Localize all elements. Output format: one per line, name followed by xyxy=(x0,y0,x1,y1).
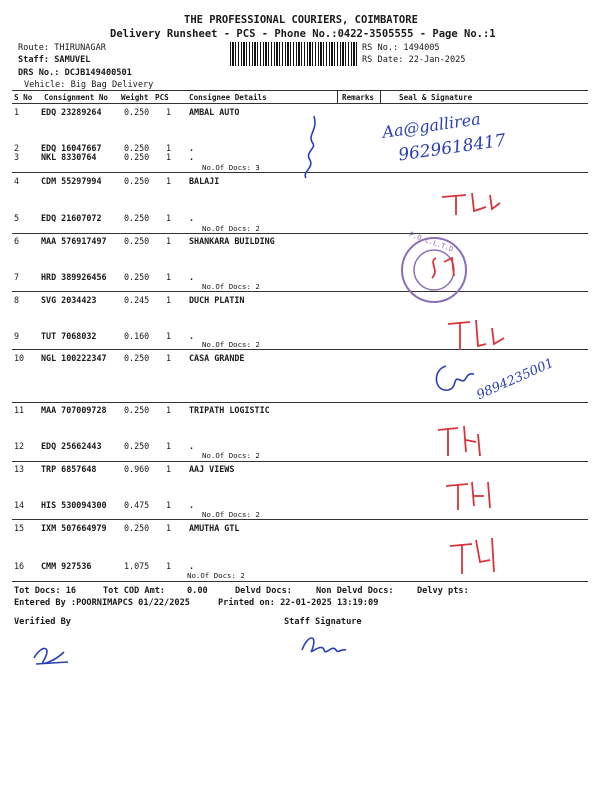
row-weight: 0.250 xyxy=(124,272,150,282)
row-consignee: AMUTHA GTL xyxy=(189,523,240,533)
route-label: Route: THIRUNAGAR xyxy=(18,43,106,53)
table-header-rule xyxy=(12,103,588,104)
staff-signature xyxy=(298,630,348,658)
rs-date: RS Date: 22-Jan-2025 xyxy=(362,55,466,65)
row-consignment-no: IXM 507664979 xyxy=(41,523,107,533)
row-pcs: 1 xyxy=(166,441,172,451)
group-rule xyxy=(12,233,588,234)
row-weight: 0.250 xyxy=(124,176,150,186)
col-seal: Seal & Signature xyxy=(399,93,473,102)
blue-signature xyxy=(430,358,480,402)
row-weight: 0.250 xyxy=(124,236,150,246)
staff-signature-label: Staff Signature xyxy=(284,617,362,627)
handwritten-phone: 9894235001 xyxy=(474,355,557,404)
row-consignee: BALAJI xyxy=(189,176,220,186)
table-top-rule xyxy=(12,90,588,91)
row-sno: 5 xyxy=(14,213,20,223)
col-consignment: Consignment No xyxy=(44,93,109,102)
col-pcs: PCS xyxy=(155,93,169,102)
docs-note: No.Of Docs: 2 xyxy=(202,340,260,349)
row-pcs: 1 xyxy=(166,272,172,282)
row-consignee: . xyxy=(189,143,195,153)
col-remarks: Remarks xyxy=(342,93,375,102)
row-sno: 14 xyxy=(14,500,25,510)
verified-by-label: Verified By xyxy=(14,617,71,627)
printed-on: Printed on: 22-01-2025 13:19:09 xyxy=(218,598,379,608)
row-consignment-no: CMM 927536 xyxy=(41,561,92,571)
row-sno: 2 xyxy=(14,143,20,153)
row-consignee: AMBAL AUTO xyxy=(189,107,240,117)
row-weight: 0.250 xyxy=(124,213,150,223)
docs-note: No.Of Docs: 2 xyxy=(202,224,260,233)
red-signature xyxy=(448,534,512,578)
row-weight: 0.250 xyxy=(124,107,150,117)
col-weight: Weight xyxy=(121,93,149,102)
row-consignee: . xyxy=(189,561,195,571)
row-consignment-no: NGL 100222347 xyxy=(41,353,107,363)
row-pcs: 1 xyxy=(166,213,172,223)
row-consignment-no: HIS 530094300 xyxy=(41,500,107,510)
row-pcs: 1 xyxy=(166,464,172,474)
row-consignee: CASA GRANDE xyxy=(189,353,245,363)
row-consignee: . xyxy=(189,152,195,162)
row-sno: 4 xyxy=(14,176,20,186)
handwritten-signature: Aa@gallirea xyxy=(381,109,482,142)
row-consignee: . xyxy=(189,500,195,510)
group-rule xyxy=(12,291,588,292)
row-sno: 9 xyxy=(14,331,20,341)
row-pcs: 1 xyxy=(166,295,172,305)
row-consignment-no: EDQ 16047667 xyxy=(41,143,102,153)
curly-signature xyxy=(296,112,336,182)
row-weight: 0.160 xyxy=(124,331,150,341)
delivered-docs: Delvd Docs: xyxy=(235,586,292,596)
row-weight: 0.250 xyxy=(124,405,150,415)
red-signature xyxy=(444,476,508,516)
row-weight: 0.250 xyxy=(124,353,150,363)
row-sno: 11 xyxy=(14,405,25,415)
stamp-text: P.O.C.L.T.D xyxy=(408,230,455,254)
row-sno: 10 xyxy=(14,353,25,363)
group-rule xyxy=(12,519,588,520)
col-sno: S No xyxy=(14,93,33,102)
row-weight: 0.250 xyxy=(124,441,150,451)
col-consignee: Consignee Details xyxy=(189,93,267,102)
row-pcs: 1 xyxy=(166,561,172,571)
row-sno: 6 xyxy=(14,236,20,246)
staff-label: Staff: SAMUVEL xyxy=(18,55,91,65)
vehicle-label: Vehicle: Big Bag Delivery xyxy=(24,80,154,90)
docs-note: No.Of Docs: 2 xyxy=(202,510,260,519)
row-pcs: 1 xyxy=(166,523,172,533)
total-docs: Tot Docs: 16 xyxy=(14,586,77,596)
row-pcs: 1 xyxy=(166,152,172,162)
delivery-points: Delvy pts: xyxy=(417,586,469,596)
row-consignment-no: EDQ 21607072 xyxy=(41,213,102,223)
red-signature xyxy=(440,185,510,219)
row-weight: 0.250 xyxy=(124,523,150,533)
runsheet-subtitle: Delivery Runsheet - PCS - Phone No.:0422-3505555 - Page No.:1 xyxy=(110,28,496,40)
row-sno: 16 xyxy=(14,561,25,571)
row-consignment-no: HRD 389926456 xyxy=(41,272,107,282)
row-consignee: AAJ VIEWS xyxy=(189,464,235,474)
docs-note: No.Of Docs: 2 xyxy=(202,451,260,460)
row-sno: 12 xyxy=(14,441,25,451)
docs-note: No.Of Docs: 2 xyxy=(202,282,260,291)
row-consignment-no: CDM 55297994 xyxy=(41,176,102,186)
barcode xyxy=(230,42,358,66)
row-consignee: SHANKARA BUILDING xyxy=(189,236,275,246)
row-consignee: . xyxy=(189,331,195,341)
row-consignee: . xyxy=(189,441,195,451)
row-consignment-no: MAA 707009728 xyxy=(41,405,107,415)
row-weight: 1.075 xyxy=(124,561,150,571)
docs-note: No.Of Docs: 2 xyxy=(187,571,245,580)
row-weight: 0.960 xyxy=(124,464,150,474)
row-pcs: 1 xyxy=(166,500,172,510)
row-weight: 0.475 xyxy=(124,500,150,510)
row-sno: 7 xyxy=(14,272,20,282)
row-consignment-no: MAA 576917497 xyxy=(41,236,107,246)
row-consignment-no: TRP 6857648 xyxy=(41,464,97,474)
row-consignee: TRIPATH LOGISTIC xyxy=(189,405,270,415)
row-consignment-no: TUT 7068032 xyxy=(41,331,97,341)
row-pcs: 1 xyxy=(166,405,172,415)
table-bottom-rule xyxy=(12,581,588,582)
non-delivered-docs: Non Delvd Docs: xyxy=(316,586,394,596)
row-consignee: DUCH PLATIN xyxy=(189,295,245,305)
row-sno: 3 xyxy=(14,152,20,162)
row-consignment-no: EDQ 23289264 xyxy=(41,107,102,117)
row-consignment-no: SVG 2034423 xyxy=(41,295,97,305)
verifier-signature xyxy=(30,640,74,670)
row-pcs: 1 xyxy=(166,176,172,186)
company-title: THE PROFESSIONAL COURIERS, COIMBATORE xyxy=(184,14,418,26)
row-sno: 1 xyxy=(14,107,20,117)
row-pcs: 1 xyxy=(166,143,172,153)
handwritten-phone: 9629618417 xyxy=(397,130,508,166)
row-sno: 8 xyxy=(14,295,20,305)
group-rule xyxy=(12,402,588,403)
drs-number: DRS No.: DCJB149400501 xyxy=(18,68,132,78)
row-consignee: . xyxy=(189,213,195,223)
remarks-divider xyxy=(337,90,338,103)
row-sno: 13 xyxy=(14,464,25,474)
row-weight: 0.250 xyxy=(124,152,150,162)
red-signature xyxy=(436,422,500,462)
row-pcs: 1 xyxy=(166,331,172,341)
row-weight: 0.245 xyxy=(124,295,150,305)
group-rule xyxy=(12,461,588,462)
row-pcs: 1 xyxy=(166,236,172,246)
seal-divider xyxy=(380,90,381,103)
total-cod-label: Tot COD Amt: xyxy=(103,586,166,596)
row-consignment-no: NKL 8330764 xyxy=(41,152,97,162)
row-consignee: . xyxy=(189,272,195,282)
row-consignment-no: EDQ 25662443 xyxy=(41,441,102,451)
red-signature xyxy=(446,316,516,356)
docs-note: No.Of Docs: 3 xyxy=(202,163,260,172)
rs-number: RS No.: 1494005 xyxy=(362,43,440,53)
entered-by: Entered By :POORNIMAPCS 01/22/2025 xyxy=(14,598,190,608)
row-sno: 15 xyxy=(14,523,25,533)
total-cod-value: 0.00 xyxy=(187,586,208,596)
row-pcs: 1 xyxy=(166,107,172,117)
row-weight: 0.250 xyxy=(124,143,150,153)
row-pcs: 1 xyxy=(166,353,172,363)
